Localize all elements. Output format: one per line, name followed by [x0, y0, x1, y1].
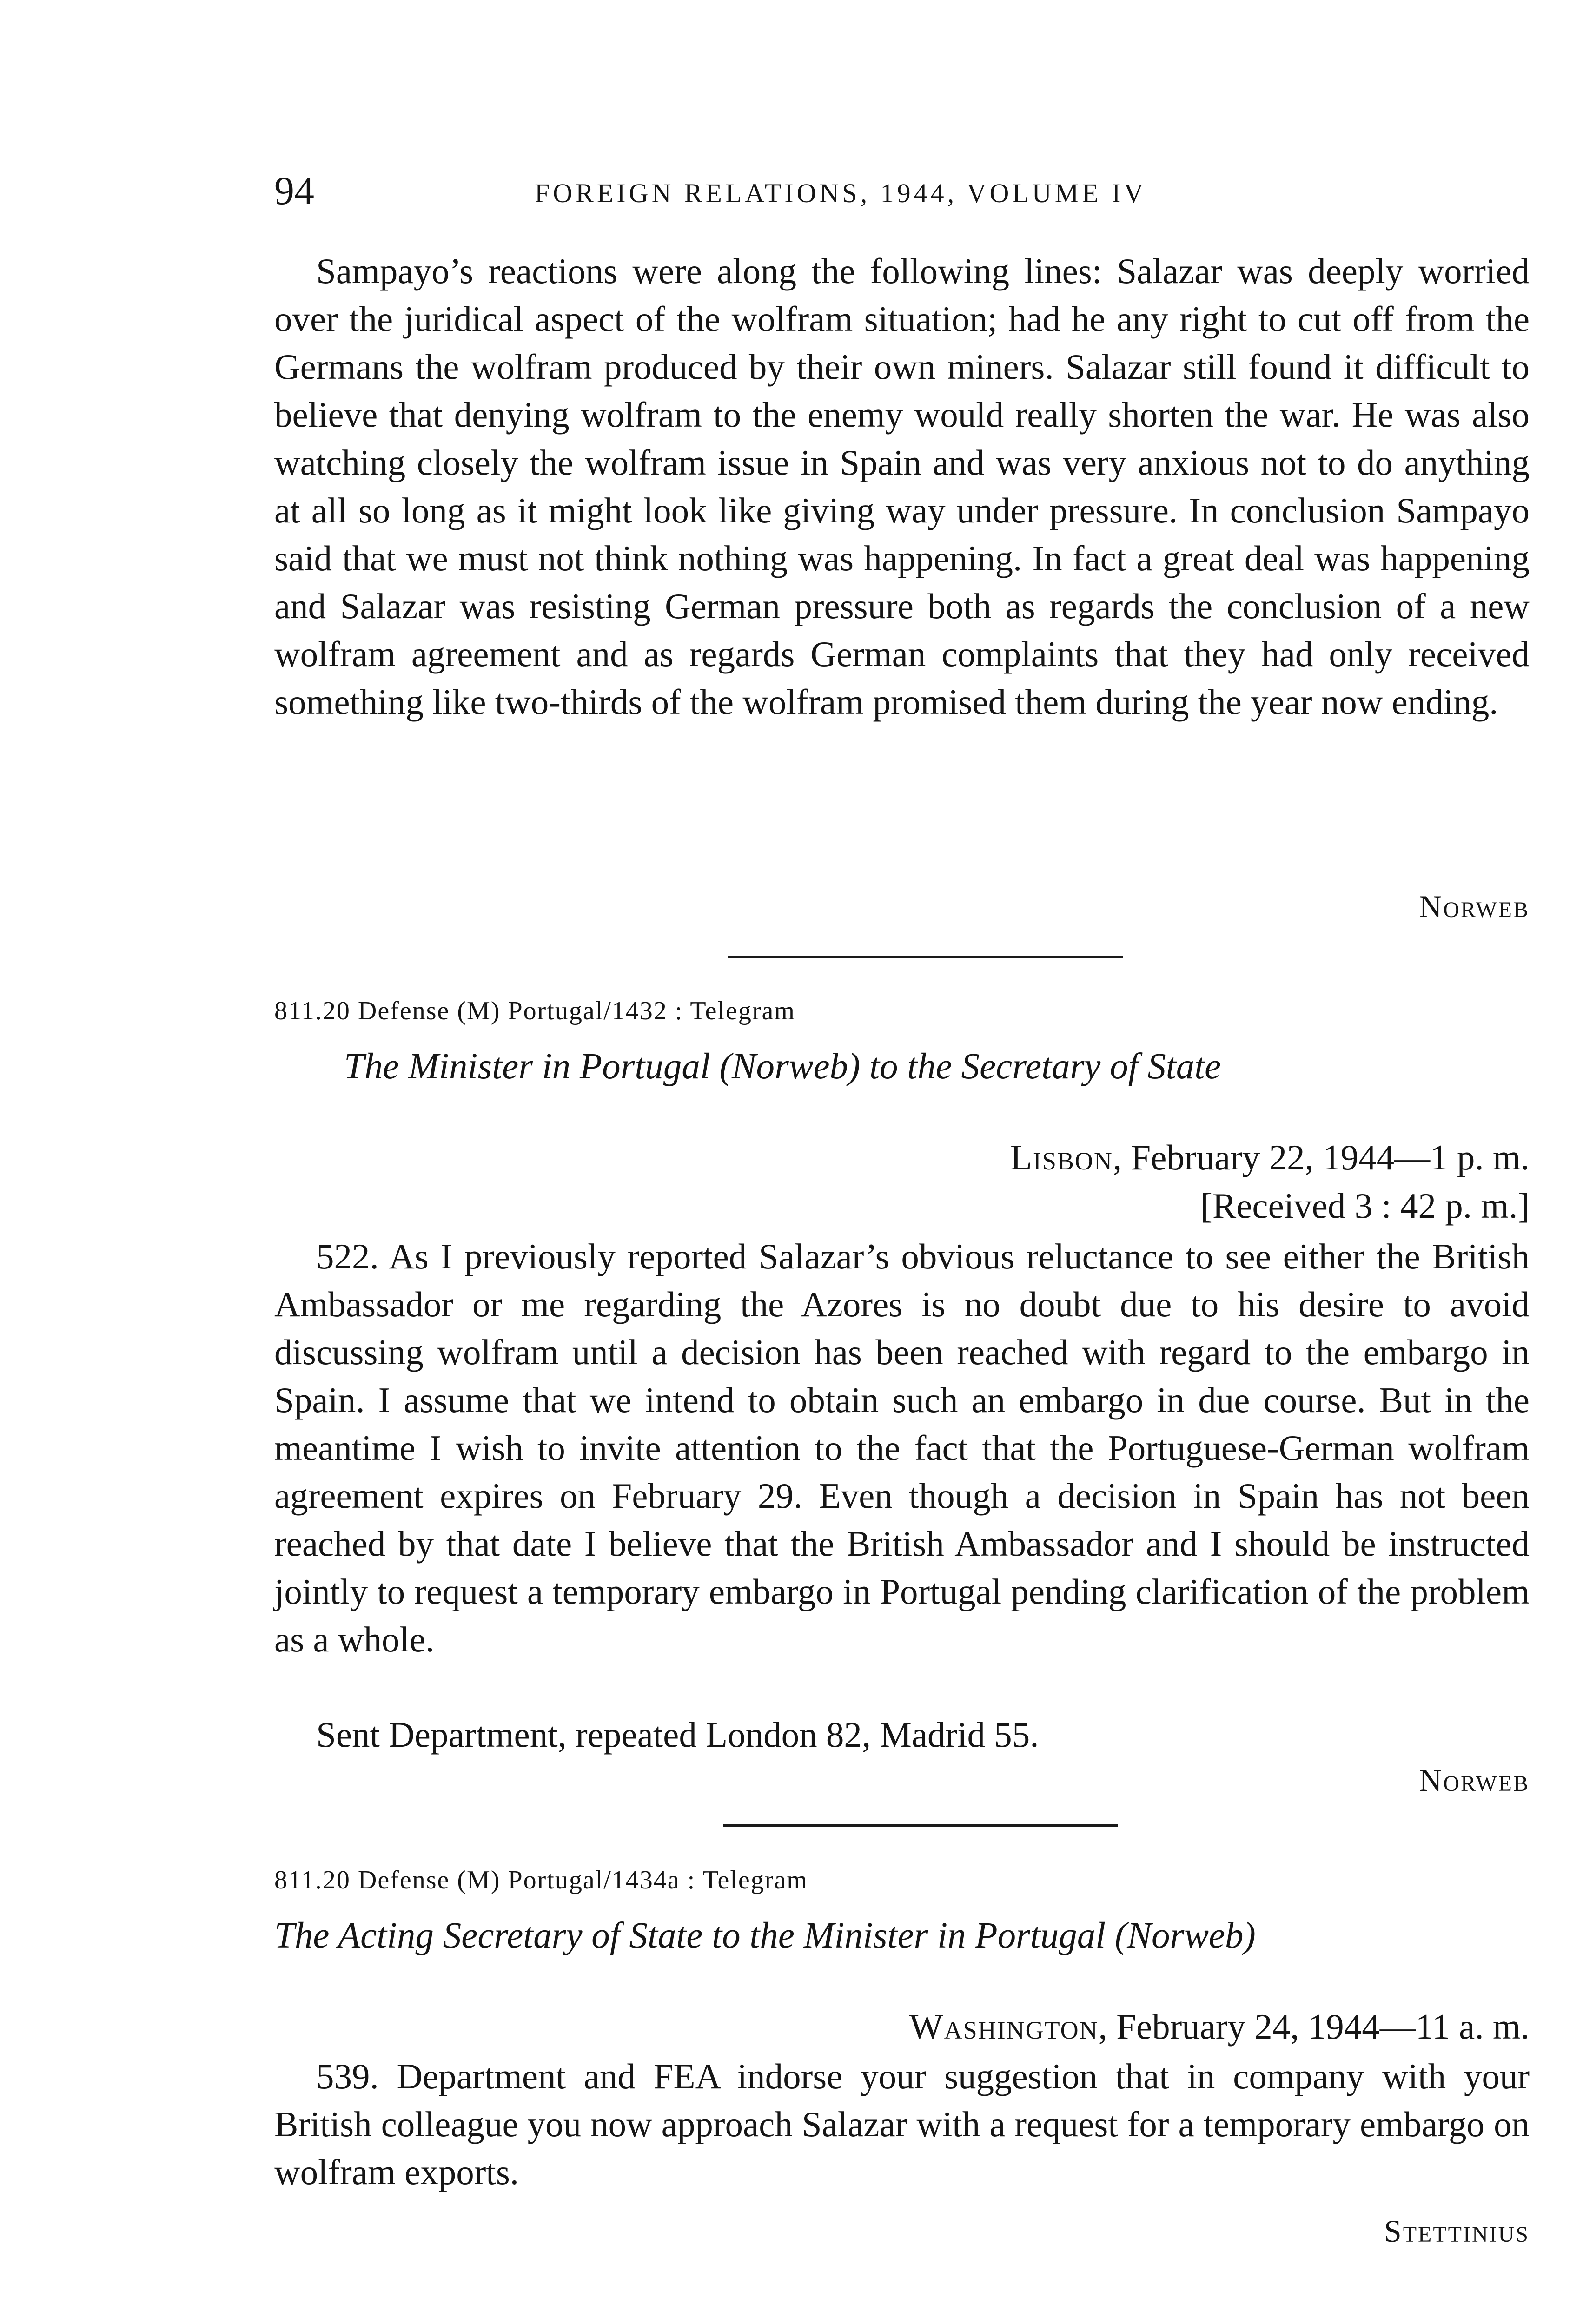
section-divider: [728, 956, 1123, 958]
doc2-sent-line: Sent Department, repeated London 82, Madrid 55.: [316, 1715, 1039, 1755]
doc2-file-reference: 811.20 Defense (M) Portugal/1432 : Telegram: [274, 997, 795, 1025]
doc3-place: Washington: [909, 2007, 1099, 2047]
doc1-signature: Norweb: [1419, 889, 1530, 924]
page-number: 94: [274, 168, 314, 213]
doc2-dateline: [1010, 1134, 1530, 1181]
doc3-file-reference: 811.20 Defense (M) Portugal/1434a : Telegram: [274, 1866, 808, 1895]
doc2-date: , February 22, 1944—1 p. m.: [1113, 1137, 1530, 1177]
doc2-paragraph: 522. As I previously reported Salazar’s obvious reluctance to see either the British Ambassador or me regarding the Azores is no doubt due to his desire to avoid discussing wolfram until a decision has been reached with regard to the embargo in Spain. I assume that we intend to obtain such an embargo in due course. But in the meantime I wish to invite attention to the fact that the Portuguese-German wolfram agreement expires on February 29. Even though a decision in Spain has not been reached by that date I believe that the British Ambassador and I should be instructed jointly to request a temporary embargo in Portugal pending clarification of the problem as a whole.: [274, 1236, 1530, 1659]
doc3-date: , February 24, 1944—11 a. m.: [1098, 2007, 1530, 2047]
doc2-place: Lisbon: [1010, 1137, 1113, 1177]
running-head: FOREIGN RELATIONS, 1944, VOLUME IV: [535, 178, 1147, 208]
doc2-signature: Norweb: [1419, 1763, 1530, 1798]
doc3-title: The Acting Secretary of State to the Minister in Portugal (Norweb): [274, 1915, 1256, 1956]
doc2-title: The Minister in Portugal (Norweb) to the Secretary of State: [344, 1046, 1221, 1087]
doc1-paragraph: Sampayo’s reactions were along the following lines: Salazar was deeply worried over the juridical aspect of the wolfram situation; had he any right to cut off from the Germans the wolfram produced by their own miners. Salazar still found it difficult to believe that denying wolfram to the enemy would really shorten the war. He was also watching closely the wolfram issue in Spain and was very anxious not to do anything at all so long as it might look like giving way under pressure. In conclusion Sampayo said that we must not think nothing was happening. In fact a great deal was happening and Salazar was resisting German pressure both as regards the conclusion of a new wolfram agreement and as regards German complaints that they had only received something like two-thirds of the wolfram promised them during the year now ending.: [274, 251, 1530, 722]
doc3-signature: Stettinius: [1384, 2213, 1530, 2249]
document-page: [274, 0, 1530, 2324]
doc3-dateline: [909, 2003, 1530, 2050]
page-header: [274, 167, 1530, 214]
doc2-received: [Received 3 : 42 p. m.]: [1200, 1186, 1530, 1226]
doc3-paragraph: 539. Department and FEA indorse your suggestion that in company with your British colleague you now approach Salazar with a request for a temporary embargo on wolfram exports.: [274, 2056, 1530, 2192]
section-divider: [723, 1824, 1118, 1827]
